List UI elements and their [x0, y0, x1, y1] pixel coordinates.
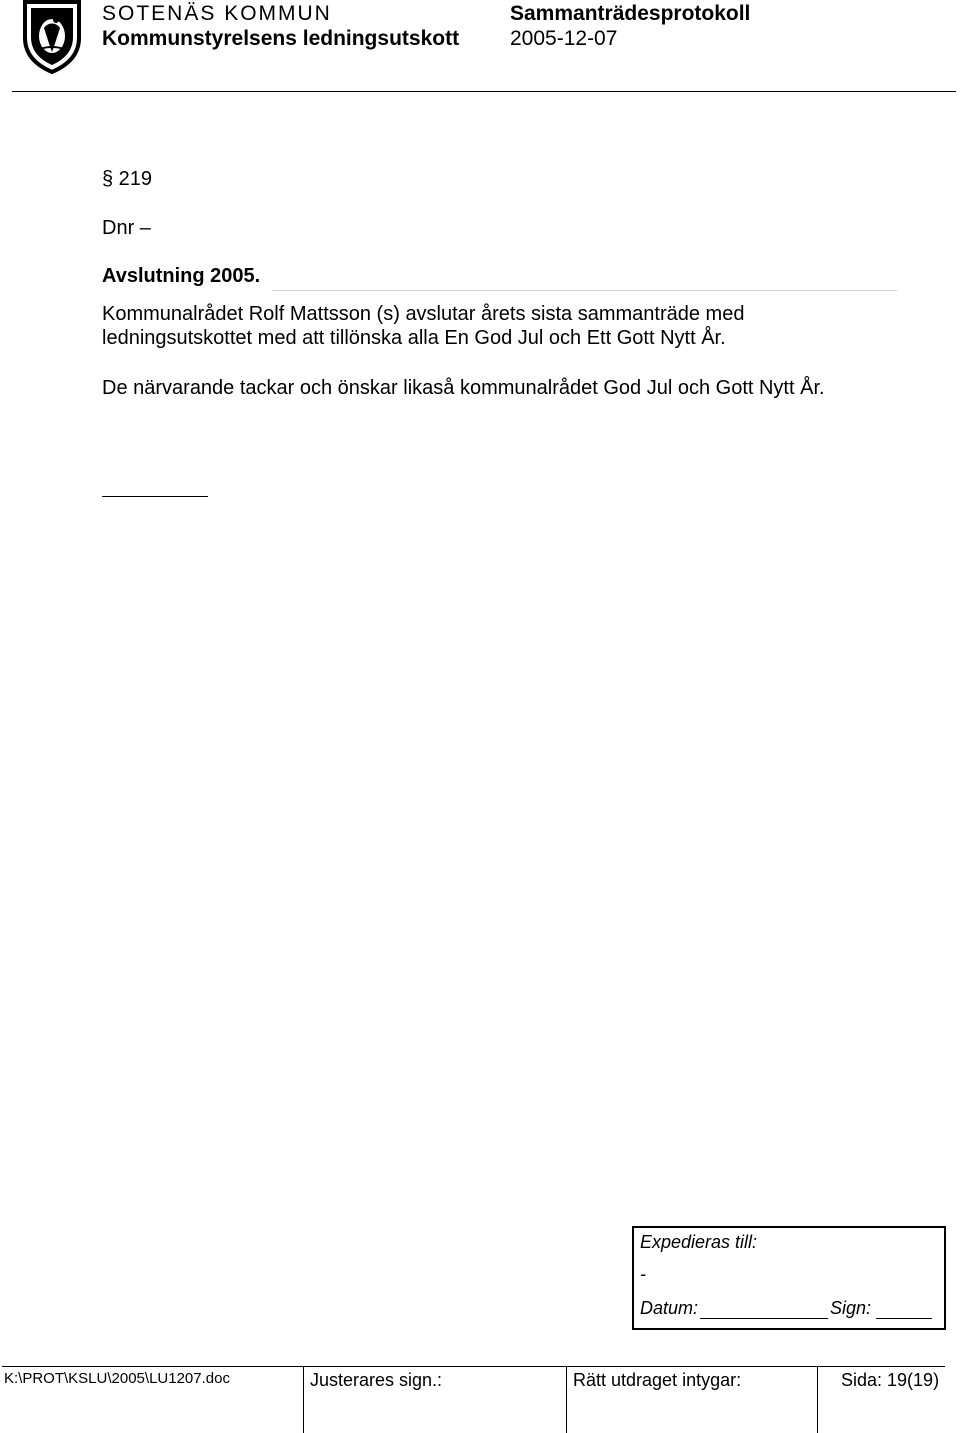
- body-line: ledningsutskottet med att tillönska alla En God Jul och Ett Gott Nytt År.: [102, 327, 726, 349]
- sign-label: Sign:: [830, 1298, 872, 1318]
- header-divider: [12, 91, 956, 92]
- page-number: Sida: 19(19): [841, 1370, 940, 1390]
- sign-line: [876, 1318, 932, 1319]
- distribution-title: Expedieras till:: [640, 1232, 758, 1252]
- intygar-label: Rätt utdraget intygar:: [573, 1370, 742, 1390]
- committee-name: Kommunstyrelsens ledningsutskott: [102, 27, 460, 50]
- footer-column-divider: [817, 1367, 818, 1433]
- section-end-rule: [102, 496, 208, 497]
- distribution-value: -: [640, 1264, 646, 1284]
- body-line: De närvarande tackar och önskar likaså kommunalrådet God Jul och Gott Nytt År.: [102, 377, 825, 399]
- justerare-label: Justerares sign.:: [310, 1370, 443, 1390]
- title-underline: [272, 290, 897, 291]
- section-title: Avslutning 2005.: [102, 265, 261, 287]
- footer-divider: [2, 1366, 945, 1367]
- organization-name: SOTENÄS KOMMUN: [102, 2, 332, 25]
- distribution-box: [632, 1226, 946, 1330]
- meeting-date: 2005-12-07: [510, 27, 618, 50]
- body-line: Kommunalrådet Rolf Mattsson (s) avslutar årets sista sammanträde med: [102, 303, 745, 325]
- date-label: Datum:: [640, 1298, 699, 1318]
- document-type: Sammanträdesprotokoll: [510, 2, 751, 25]
- diary-number: Dnr –: [102, 217, 151, 239]
- paragraph-number: § 219: [102, 168, 153, 190]
- footer-column-divider: [566, 1367, 567, 1433]
- municipal-coat-of-arms-icon: [22, 0, 82, 74]
- footer-column-divider: [303, 1367, 304, 1433]
- file-path: K:\PROT\KSLU\2005\LU1207.doc: [4, 1370, 230, 1387]
- date-line: [700, 1318, 828, 1319]
